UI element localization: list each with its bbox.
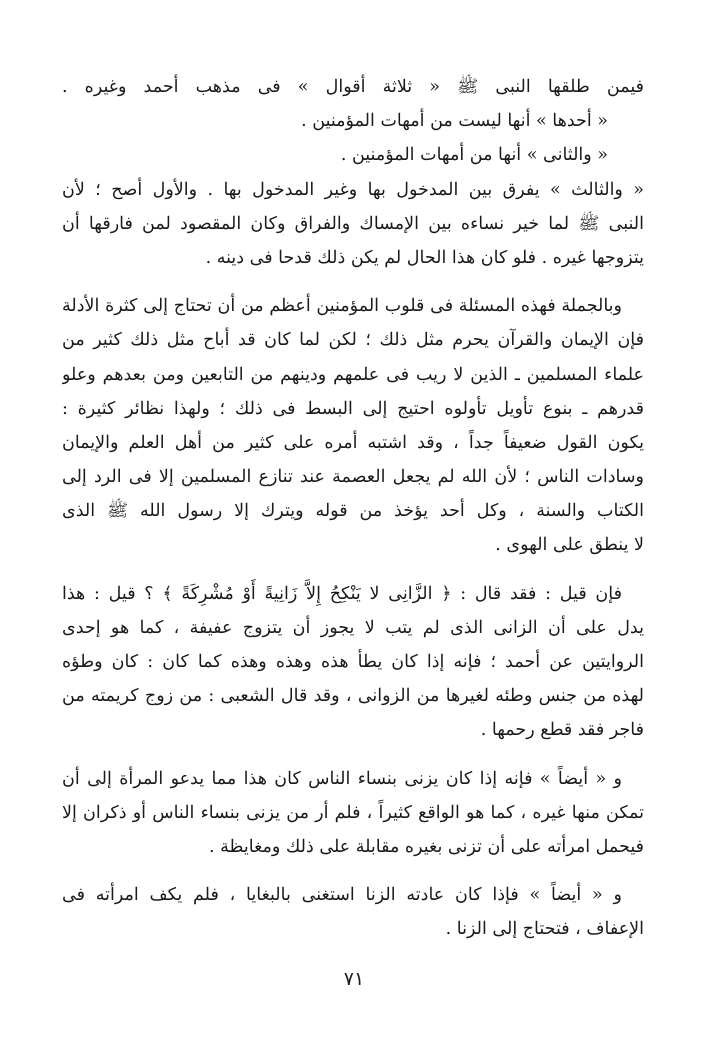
paragraph-4 [62, 762, 644, 865]
text-line: الإعفاف ، فتحتاج إلى الزنا . [445, 919, 644, 940]
text-line: النبى ﷺ لما خير نساءه بين الإمساك والفراق وكان المقصود لمن فارقها أن [62, 213, 644, 234]
paragraph-3 [62, 577, 644, 748]
paragraph-1 [62, 70, 644, 275]
document-page [62, 70, 644, 947]
text-line: لا ينطق على الهوى . [495, 535, 644, 556]
text-line: و « أيضاً » فإذا كان عادته الزنا استغنى بالبغايا ، فلم يكف امرأته فى [62, 885, 622, 906]
text-line: فإن قيل : فقد قال : ﴿ الزَّانِى لا يَنْكِحُ إِلاَّ زَانِيةً أَوْ مُشْرِكَةً ﴾ ؟ قيل : هذا [62, 583, 622, 604]
text-line: قدرهم ـ بنوع تأويل تأولوه احتيج إلى البسط فى ذلك ؛ ولهذا نظائر كثيرة : [62, 398, 644, 419]
text-line: يكون القول ضعيفاً جداً ، وقد اشتبه أمره على كثير من أهل العلم والإيمان [62, 432, 644, 453]
text-line: لهذه من جنس وطئه لغيرها من الزوانى ، وقد قال الشعبى : من زوج كريمته من [62, 686, 644, 707]
text-line: وسادات الناس ؛ لأن الله لم يجعل العصمة عند تنازع المسلمين إلا فى الرد إلى [62, 467, 644, 488]
text-line: يتزوجها غيره . فلو كان هذا الحال لم يكن ذلك قدحا فى دينه . [205, 247, 644, 268]
text-line: « والثالث » يفرق بين المدخول بها وغير المدخول بها . والأول أصح ؛ لأن [62, 179, 644, 200]
text-line: وبالجملة فهذه المسئلة فى قلوب المؤمنين أعظم من أن تحتاج إلى كثرة الأدلة [62, 296, 622, 317]
text-line: « والثانى » أنها من أمهات المؤمنين . [340, 145, 608, 166]
text-line: علماء المسلمين ـ الذين لا ريب فى علمهم ودينهم من التابعين ومن بعدهم وعلو [62, 364, 644, 385]
paragraph-5 [62, 878, 644, 946]
text-line: فيحمل امرأته على أن تزنى بغيره مقابلة على ذلك ومغايظة . [209, 836, 644, 857]
text-line: الكتاب والسنة ، وكل أحد يؤخذ من قوله ويترك إلا رسول الله ﷺ الذى [62, 501, 644, 522]
text-line: « أحدها » أنها ليست من أمهات المؤمنين . [301, 111, 608, 132]
text-line: فإن الإيمان والقرآن يحرم مثل ذلك ؛ لكن لما كان قد أباح مثل ذلك كثير من [62, 330, 644, 351]
text-line: فاجر فقد قطع رحمها . [480, 720, 644, 741]
text-line: فيمن طلقها النبى ﷺ « ثلاثة أقوال » فى مذهب أحمد وغيره . [62, 77, 644, 97]
text-line: الروايتين عن أحمد ؛ فإنه إذا كان يطأ هذه وهذه وهذه كما كان : كان وطؤه [62, 652, 644, 672]
paragraph-2 [62, 289, 644, 563]
text-line: و « أيضاً » فإنه إذا كان يزنى بنساء الناس كان هذا مما يدعو المرأة إلى أن [62, 768, 622, 789]
text-line: يدل على أن الزانى الذى لم يتب لا يجوز أن يتزوج عفيفة ، كما هو إحدى [62, 617, 644, 638]
page-number: ٧١ [343, 968, 365, 990]
text-line: تمكن منها غيره ، كما هو الواقع كثيراً ، فلم أر من يزنى بنساء الناس أو ذكران إلا [62, 802, 644, 823]
